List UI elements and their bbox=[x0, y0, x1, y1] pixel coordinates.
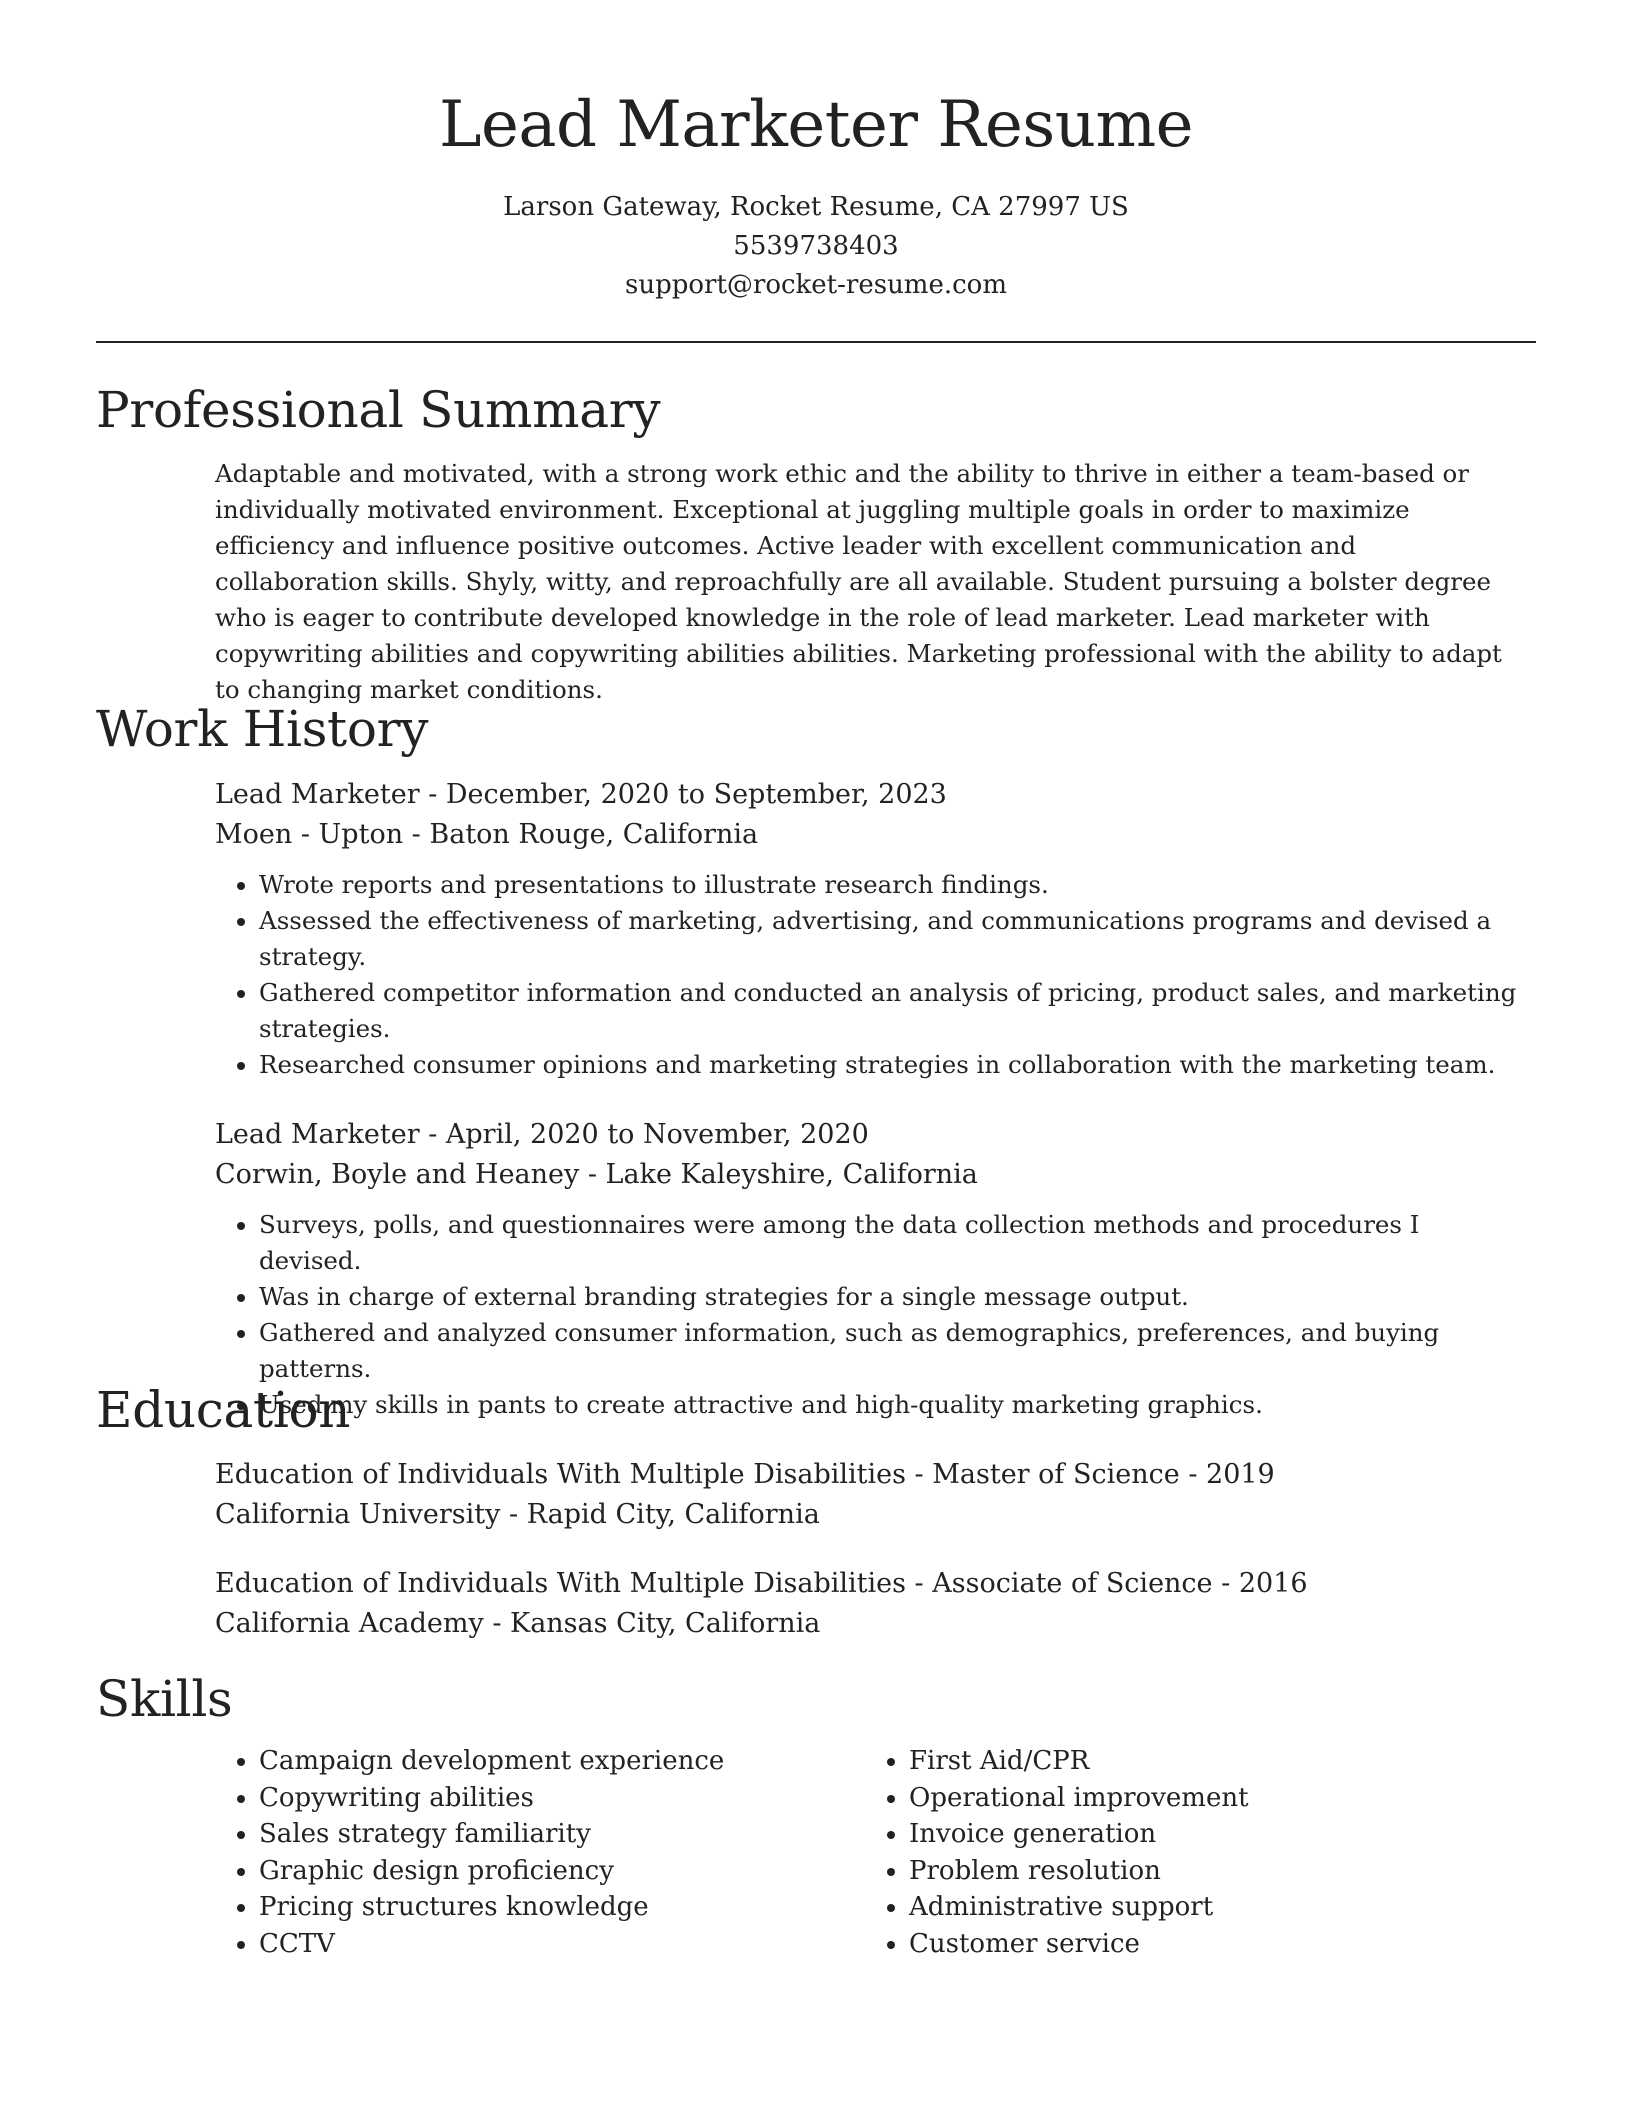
job-entry-1 bbox=[215, 775, 1525, 1083]
skills-bullets bbox=[215, 1743, 865, 1962]
school-location: - Kansas City, California bbox=[483, 1608, 821, 1639]
job-title: Lead Marketer bbox=[215, 1119, 420, 1150]
work-history-heading: Work History bbox=[96, 700, 429, 758]
skill-item: • Graphic design proficiency bbox=[259, 1853, 865, 1890]
school-location: - Rapid City, California bbox=[500, 1499, 820, 1530]
job-company-line bbox=[215, 815, 1525, 855]
skill-item: • Copywriting abilities bbox=[259, 1780, 865, 1817]
job-title: Lead Marketer bbox=[215, 779, 420, 810]
skill-item: • CCTV bbox=[259, 1926, 865, 1963]
skills-list bbox=[215, 1743, 1525, 1962]
school: California Academy bbox=[215, 1608, 484, 1639]
skill-item: • Sales strategy familiarity bbox=[259, 1816, 865, 1853]
resume-header bbox=[0, 0, 1632, 305]
skill-item: • Operational improvement bbox=[909, 1780, 1515, 1817]
header-divider bbox=[96, 341, 1536, 343]
list-item: • Gathered competitor information and conducted an analysis of pricing, product sales, and marketing strategies. bbox=[259, 975, 1525, 1047]
summary-text: Adaptable and motivated, with a strong work ethic and the ability to thrive in either a team-based or individually motivated environment. Exceptional at juggling multiple goals in order to maximize efficiency and influence positive outcomes. Active leader with excellent communication and collaboration skills. Shyly, witty, and reproachfully are all available. Student pursuing a bolster degree who is eager to contribute developed knowledge in the role of lead marketer. Lead marketer with copywriting abilities and copywriting abilities abilities. Marketing professional with the ability to adapt to changing market conditions. bbox=[215, 459, 1502, 704]
degree-line bbox=[215, 1564, 1525, 1604]
list-item: • Surveys, polls, and questionnaires were among the data collection methods and procedures I devised. bbox=[259, 1207, 1525, 1279]
skills-column-right bbox=[865, 1743, 1515, 1962]
job-title-line bbox=[215, 775, 1525, 815]
skill-item: • Administrative support bbox=[909, 1889, 1515, 1926]
degree: Education of Individuals With Multiple Disabilities - Associate of Science bbox=[215, 1568, 1213, 1599]
resume-title: Lead Marketer Resume bbox=[439, 88, 1193, 162]
job-dates: - December, 2020 to September, 2023 bbox=[419, 779, 947, 810]
list-item: • Assessed the effectiveness of marketing, advertising, and communications programs and devised a strategy. bbox=[259, 903, 1525, 975]
job-bullets bbox=[215, 867, 1525, 1083]
list-item: • Gathered and analyzed consumer information, such as demographics, preferences, and buying patterns. bbox=[259, 1315, 1525, 1387]
list-item: • Researched consumer opinions and marketing strategies in collaboration with the marketing team. bbox=[259, 1047, 1525, 1083]
skill-item: • Campaign development experience bbox=[259, 1743, 865, 1780]
contact-email: support@rocket-resume.com bbox=[624, 270, 1007, 300]
skills-heading: Skills bbox=[96, 1670, 233, 1728]
list-item: • Used my skills in pants to create attractive and high-quality marketing graphics. bbox=[259, 1387, 1525, 1423]
education-heading: Education bbox=[96, 1381, 351, 1439]
school-line bbox=[215, 1495, 1525, 1535]
degree-year: - 2016 bbox=[1212, 1568, 1308, 1599]
list-item: • Was in charge of external branding strategies for a single message output. bbox=[259, 1279, 1525, 1315]
job-location: - Lake Kaleyshire, California bbox=[579, 1159, 978, 1190]
job-dates: - April, 2020 to November, 2020 bbox=[419, 1119, 869, 1150]
school-line bbox=[215, 1604, 1525, 1644]
skill-item: • First Aid/CPR bbox=[909, 1743, 1515, 1780]
degree-year: - 2019 bbox=[1179, 1459, 1275, 1490]
skill-item: • Customer service bbox=[909, 1926, 1515, 1963]
job-entry-2 bbox=[215, 1115, 1525, 1423]
skill-item: • Invoice generation bbox=[909, 1816, 1515, 1853]
job-company: Corwin, Boyle and Heaney bbox=[215, 1159, 580, 1190]
summary-heading: Professional Summary bbox=[96, 381, 661, 439]
skill-item: • Problem resolution bbox=[909, 1853, 1515, 1890]
degree-line bbox=[215, 1455, 1525, 1495]
job-company-line bbox=[215, 1155, 1525, 1195]
school: California University bbox=[215, 1499, 501, 1530]
contact-phone: 5539738403 bbox=[733, 231, 899, 261]
job-bullets bbox=[215, 1207, 1525, 1423]
skills-bullets bbox=[865, 1743, 1515, 1962]
job-location: - Baton Rouge, California bbox=[403, 819, 759, 850]
education-entry-1 bbox=[215, 1455, 1525, 1535]
job-title-line bbox=[215, 1115, 1525, 1155]
contact-address: Larson Gateway, Rocket Resume, CA 27997 US bbox=[503, 192, 1129, 222]
job-company: Moen - Upton bbox=[215, 819, 404, 850]
education-entry-2 bbox=[215, 1564, 1525, 1644]
list-item: • Wrote reports and presentations to illustrate research findings. bbox=[259, 867, 1525, 903]
contact-block bbox=[0, 188, 1632, 305]
skills-column-left bbox=[215, 1743, 865, 1962]
degree: Education of Individuals With Multiple Disabilities - Master of Science bbox=[215, 1459, 1180, 1490]
skill-item: • Pricing structures knowledge bbox=[259, 1889, 865, 1926]
